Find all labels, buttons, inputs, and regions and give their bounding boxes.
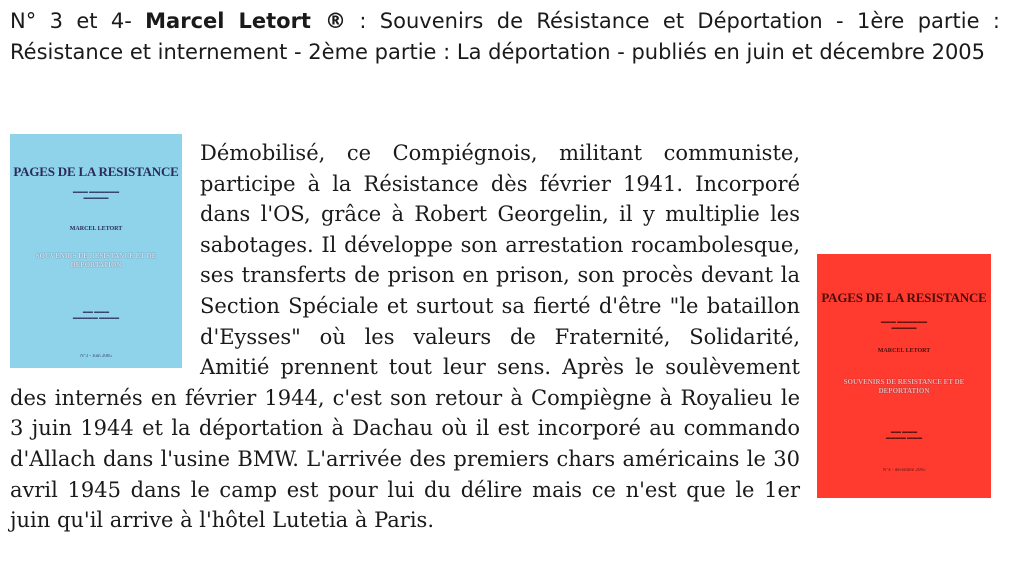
cover-publisher-line: ▬▬▬ ▬▬▬▬▬▬ ▬▬▬▬▬ <box>880 320 928 331</box>
heading-prefix: N° 3 et 4- <box>10 9 146 33</box>
heading-author: Marcel Letort ® <box>145 9 346 33</box>
summary-paragraph-container <box>10 138 1000 536</box>
cover-title: PAGES DE LA RESISTANCE <box>13 164 179 179</box>
cover-issue: N°4 - décembre 2005 <box>882 468 926 473</box>
cover-issue: N°3 - Juin 2005 <box>80 354 112 359</box>
cover-author: MARCEL LETORT <box>69 226 123 232</box>
cover-publisher-line: ▬▬▬ ▬▬▬▬▬▬ ▬▬▬▬▬ <box>72 190 120 201</box>
cover-title: PAGES DE LA RESISTANCE <box>821 290 987 305</box>
right-image-spacer <box>800 230 1000 486</box>
cover-part-line: ▬▬ ▬▬▬ ▬▬▬▬▬ ▬▬▬▬ <box>72 310 120 321</box>
cover-subtitle: SOUVENIRS DE RESISTANCE ET DE DEPORTATION <box>35 252 157 269</box>
cover-author: MARCEL LETORT <box>877 348 931 354</box>
publication-heading <box>10 6 1000 68</box>
cover-subtitle: SOUVENIRS DE RESISTANCE ET DE DEPORTATION <box>843 378 965 395</box>
cover-part-line: ▬▬ ▬▬▬ ▬▬▬▬ ▬▬▬ <box>885 430 923 441</box>
summary-paragraph: Démobilisé, ce Compiégnois, militant communiste, participe à la Résistance dès février 1941. Incorporé dans l'OS, grâce à Robert Georgelin, il y multiplie les sabotages. Il développe son arrestation rocambolesque, ses transferts de prison en prison, son procès devant la Section Spéciale et surtout sa fierté d'être "le bataillon d'Eysses" où les valeurs de Fraternité, Solidarité, Amitié prennent tout leur sens. Après le soulèvement des internés en février 1944, c'est son retour à Compiègne à Royalieu le 3 juin 1944 et la déportation à Dachau où il est incorporé au commando d'Allach dans l'usine BMW. L'arrivée des premiers chars américains le 30 avril 1945 dans le camp est pour lui du délire mais ce n'est que le 1er juin qu'il arrive à l'hôtel Lutetia à Paris. <box>10 141 800 533</box>
heading-description: : Souvenirs de Résistance et Déportation - 1ère partie : Résistance et internement - 2ème partie : La déportation - publiés en juin et décembre 2005 <box>10 9 1000 64</box>
left-image-spacer <box>10 138 200 374</box>
